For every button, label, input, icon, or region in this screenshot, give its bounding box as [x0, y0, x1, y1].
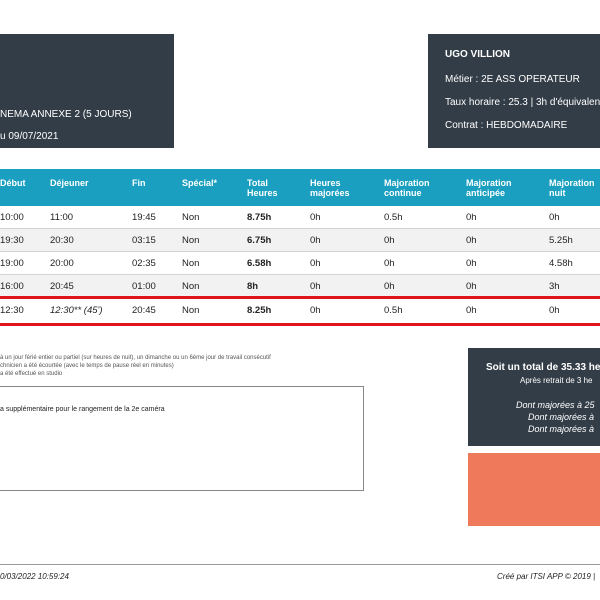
cell-end: 20:45: [132, 305, 156, 316]
cell-continuous: 0.5h: [384, 305, 403, 316]
cell-night: 0h: [549, 212, 560, 223]
header-overtime-hours: Heures majorées: [310, 178, 350, 198]
cell-total: 6.75h: [247, 235, 272, 246]
employee-contract: Contrat : HEBDOMADAIRE: [445, 120, 568, 131]
cell-early: 0h: [466, 305, 477, 316]
cell-lunch: 11:00: [50, 212, 74, 223]
footnote: a été effectué en studio: [0, 371, 63, 377]
cell-end: 19:45: [132, 212, 156, 223]
cell-end: 03:15: [132, 235, 156, 246]
footer-divider: [0, 564, 600, 565]
cell-overtime: 0h: [310, 305, 321, 316]
footnotes: [0, 354, 271, 378]
cell-total: 8.75h: [247, 212, 272, 223]
cell-start: 19:30: [0, 235, 24, 246]
table-row: [0, 229, 600, 252]
cell-end: 01:00: [132, 281, 156, 292]
cell-total: 8.25h: [247, 305, 272, 316]
cell-early: 0h: [466, 212, 477, 223]
cell-night: 4.58h: [549, 258, 573, 269]
cell-special: Non: [182, 258, 200, 269]
footnote: chnicien a été écourtée (avec le temps de pause réel en minutes): [0, 363, 174, 369]
cell-overtime: 0h: [310, 212, 321, 223]
table-row: [0, 275, 600, 298]
cell-night: 3h: [549, 281, 560, 292]
cell-start: 10:00: [0, 212, 24, 223]
generated-timestamp: 0/03/2022 10:59:24: [0, 572, 69, 581]
cell-night: 0h: [549, 305, 560, 316]
cell-lunch: 20:45: [50, 281, 74, 292]
header-lunch: Déjeuner: [50, 178, 89, 188]
cell-overtime: 0h: [310, 258, 321, 269]
cell-special: Non: [182, 281, 200, 292]
cell-special: Non: [182, 212, 200, 223]
cell-special: Non: [182, 305, 200, 316]
summary-majoration: Dont majorées à 25: [516, 400, 595, 410]
cell-end: 02:35: [132, 258, 156, 269]
cell-start: 19:00: [0, 258, 24, 269]
comment-text: a supplémentaire pour le rangement de la 2e caméra: [0, 406, 165, 413]
header-total-hours: Total Heures: [247, 178, 278, 198]
cell-lunch: 20:00: [50, 258, 74, 269]
comment-box: [0, 386, 364, 491]
summary-majoration: Dont majorées à: [528, 412, 595, 422]
cell-overtime: 0h: [310, 281, 321, 292]
cell-lunch: 20:30: [50, 235, 74, 246]
employee-name: UGO VILLION: [445, 49, 510, 60]
cell-start: 12:30: [0, 305, 24, 316]
signature-area: [468, 453, 600, 526]
header-end: Fin: [132, 178, 146, 188]
cell-total: 6.58h: [247, 258, 272, 269]
header-special: Spécial*: [182, 178, 218, 188]
header-start: Début: [0, 178, 26, 188]
footnote: à un jour férié entier ou partiel (sur heures de nuit), un dimanche ou un 6ème jour de travail consécutif: [0, 355, 271, 361]
summary-subtitle: Après retrait de 3 he: [520, 376, 593, 385]
cell-night: 5.25h: [549, 235, 573, 246]
timesheet-table: [0, 169, 600, 298]
cell-overtime: 0h: [310, 235, 321, 246]
summary-majoration: Dont majorées à: [528, 424, 595, 434]
table-row: [0, 252, 600, 275]
cell-early: 0h: [466, 281, 477, 292]
header-night-bonus: Majoration nuit: [549, 178, 595, 198]
summary-box: [468, 348, 600, 446]
footer-credit: Créé par ITSI APP © 2019 |: [497, 572, 596, 581]
cell-total: 8h: [247, 281, 259, 292]
project-title: NEMA ANNEXE 2 (5 JOURS): [0, 109, 132, 120]
cell-continuous: 0h: [384, 235, 395, 246]
table-row: [0, 206, 600, 229]
employee-rate: Taux horaire : 25.3 | 3h d'équivalen: [445, 97, 600, 108]
header-early-bonus: Majoration anticipée: [466, 178, 512, 198]
summary-title: Soit un total de 35.33 he: [486, 362, 600, 373]
cell-early: 0h: [466, 235, 477, 246]
project-info-box: [0, 34, 174, 148]
header-continuous-bonus: Majoration continue: [384, 178, 430, 198]
cell-start: 16:00: [0, 281, 24, 292]
table-header: [0, 169, 600, 206]
cell-continuous: 0.5h: [384, 212, 403, 223]
cell-early: 0h: [466, 258, 477, 269]
employee-info-box: [428, 34, 600, 148]
cell-continuous: 0h: [384, 281, 395, 292]
table-row-highlighted: [0, 299, 600, 323]
employee-job: Métier : 2E ASS OPERATEUR: [445, 74, 580, 85]
highlight-line-bottom: [0, 323, 600, 326]
cell-lunch: 12:30** (45'): [50, 305, 103, 316]
cell-continuous: 0h: [384, 258, 395, 269]
cell-special: Non: [182, 235, 200, 246]
project-period: u 09/07/2021: [0, 131, 59, 142]
